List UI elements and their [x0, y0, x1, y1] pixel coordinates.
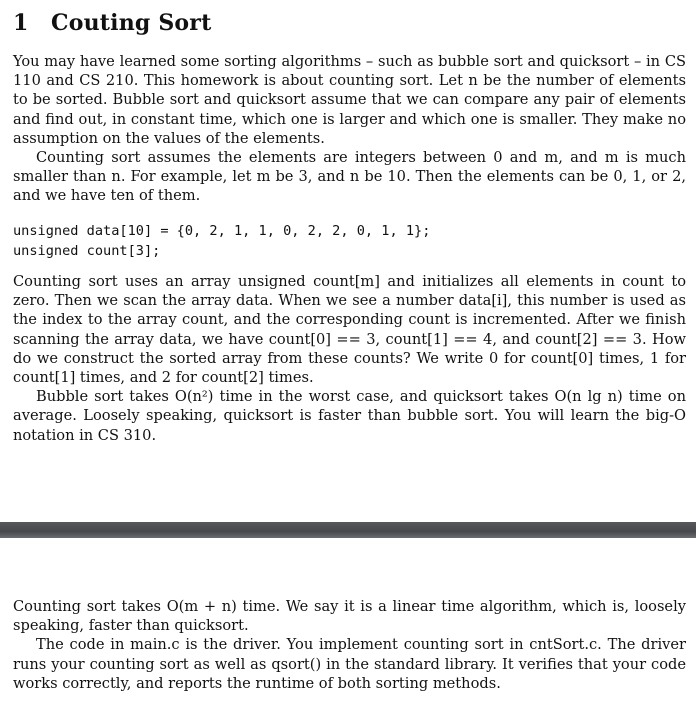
page-separator — [0, 522, 696, 538]
document-page-2 — [0, 538, 696, 702]
complexity-paragraph: Bubble sort takes O(n²) time in the worst case, and quicksort takes O(n lg n) time on average. Loosely speaking, quicksort is faster than bubble sort. You will learn the big-O notation in CS 310. — [13, 388, 686, 444]
intro-paragraph: You may have learned some sorting algorithms – such as bubble sort and quicksort – in CS 110 and CS 210. This homework is about counting sort. Let n be the number of elements to be sorted. Bubble sort and quicksort assume that we can compare any pair of elements and find out, in constant time, which one is larger and which one is smaller. They make no assumption on the values of the elements. — [13, 53, 686, 147]
code-line-count: unsigned count[3]; — [13, 243, 161, 259]
algorithm-section — [13, 272, 686, 445]
counting-sort-assumption-paragraph: Counting sort assumes the elements are integers between 0 and m, and m is much smaller than n. For example, let m be 3, and n be 10. Then the elements can be 0, 1, or 2, and we have ten of them. — [13, 149, 686, 205]
intro-section — [13, 52, 686, 206]
code-line-data: unsigned data[10] = {0, 2, 1, 1, 0, 2, 2, 0, 1, 1}; — [13, 223, 431, 239]
linear-time-paragraph: Counting sort takes O(m + n) time. We say it is a linear time algorithm, which is, loosely speaking, faster than quicksort. — [13, 598, 686, 635]
section-title: Couting Sort — [51, 10, 212, 36]
driver-paragraph: The code in main.c is the driver. You implement counting sort in cntSort.c. The driver runs your counting sort as well as qsort() in the standard library. It verifies that your code works correctly, and reports the runtime of both sorting methods. — [13, 636, 686, 692]
algorithm-paragraph: Counting sort uses an array unsigned count[m] and initializes all elements in count to zero. Then we scan the array data. When we see a number data[i], this number is used as the index to the array count, and the corresponding count is incremented. After we finish scanning the array data, we have count[0] == 3, count[1] == 4, and count[2] == 3. How do we construct the sorted array from these counts? We write 0 for count[0] times, 1 for count[1] times, and 2 for count[2] times. — [13, 273, 686, 387]
section-number: 1 — [13, 10, 29, 36]
section-heading — [13, 10, 211, 36]
code-block — [13, 221, 686, 261]
page2-section — [13, 597, 686, 693]
